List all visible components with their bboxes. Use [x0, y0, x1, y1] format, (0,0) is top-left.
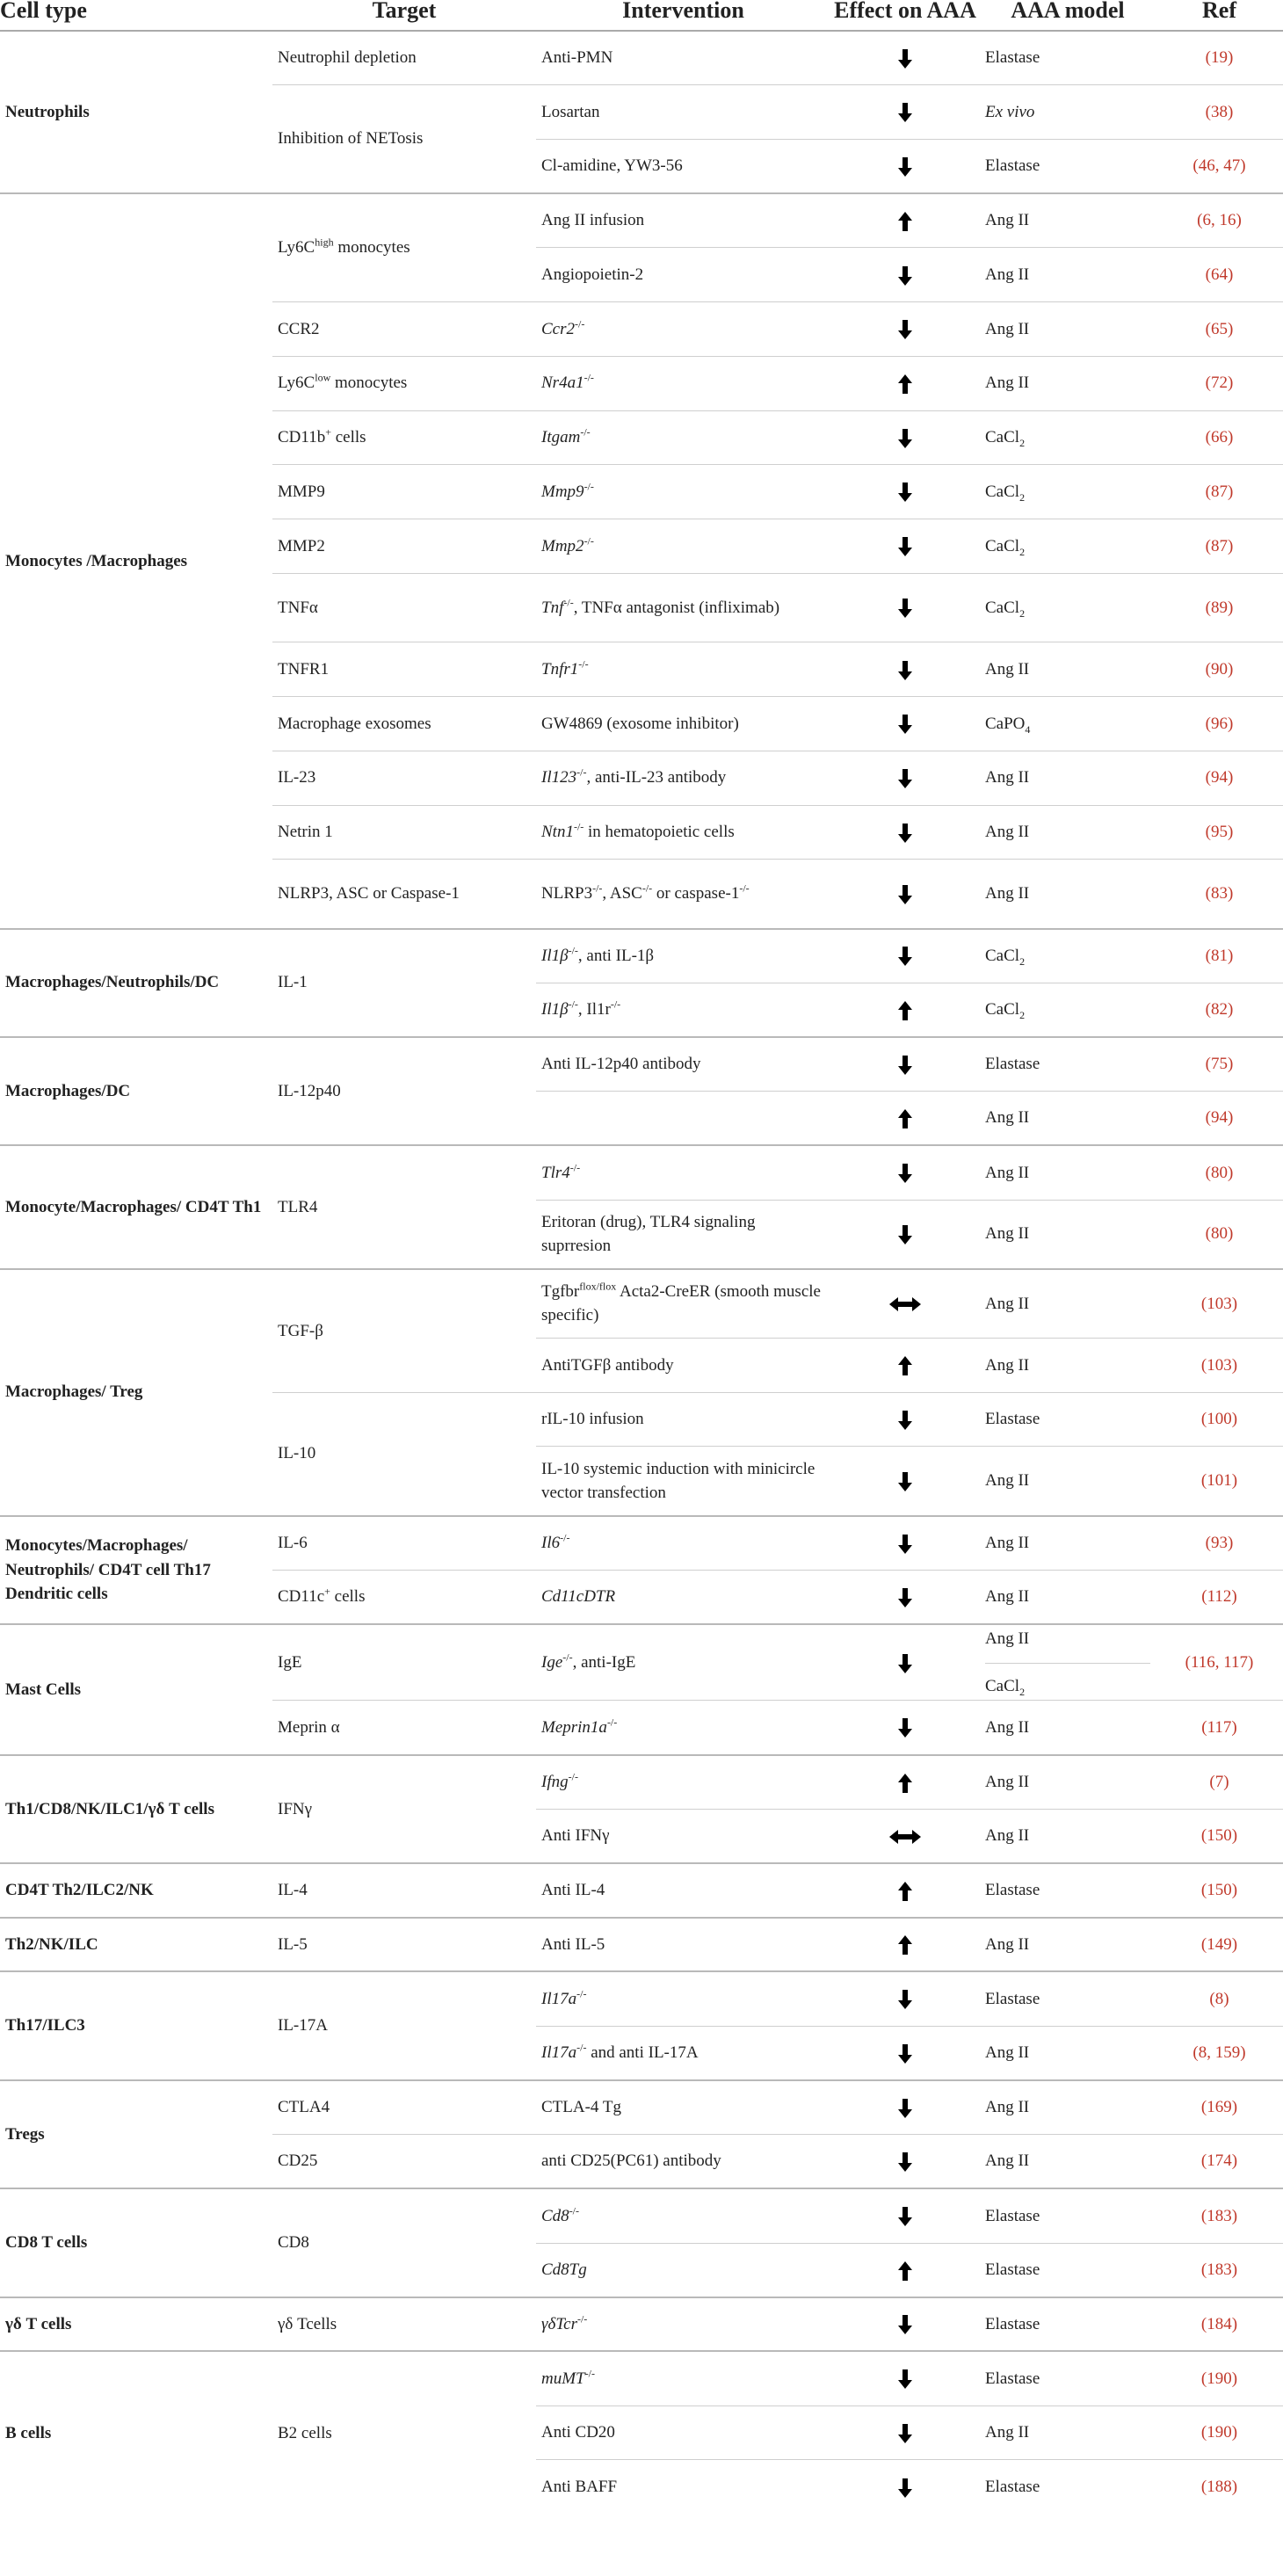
target-cell: IL-10 [272, 1392, 536, 1515]
intervention-cell: Itgam-/- [536, 410, 830, 465]
model-cell: Elastase [980, 1037, 1156, 1092]
model-cell: Ang II CaCl$_2$ [980, 1624, 1156, 1701]
effect-cell [830, 1447, 980, 1516]
reference-cell: (65) [1156, 302, 1283, 357]
reference-cell: (183) [1156, 2188, 1283, 2243]
target-cell: CTLA4 [272, 2080, 536, 2135]
effect-cell [830, 248, 980, 302]
target-cell: IgE [272, 1624, 536, 1701]
decrease-arrow-icon [898, 1654, 912, 1673]
effect-cell [830, 1200, 980, 1269]
model-cell: Elastase [980, 139, 1156, 193]
reference-cell: (6, 16) [1156, 193, 1283, 248]
target-cell: TLR4 [272, 1145, 536, 1268]
target-cell: IL-17A [272, 1971, 536, 2079]
intervention-cell: Cd8Tg [536, 2243, 830, 2297]
reference-cell: (174) [1156, 2135, 1283, 2189]
model-cell: Ang II [980, 1755, 1156, 1810]
effect-cell [830, 1809, 980, 1863]
effect-cell [830, 302, 980, 357]
reference-cell: (190) [1156, 2405, 1283, 2460]
table-row [0, 1516, 1283, 1571]
target-cell: B2 cells [272, 2351, 536, 2514]
target-cell: CD25 [272, 2135, 536, 2189]
table-row [0, 1037, 1283, 1092]
header-target: Target [272, 0, 536, 31]
reference-cell: (38) [1156, 85, 1283, 140]
decrease-arrow-icon [898, 429, 912, 448]
decrease-arrow-icon [898, 824, 912, 843]
cell-type-label: Monocyte/Macrophages/ CD4T Th1 [0, 1145, 272, 1268]
increase-arrow-icon [898, 1109, 912, 1128]
effect-cell [830, 1863, 980, 1918]
intervention-cell: Mmp2-/- [536, 519, 830, 573]
model-cell: Elastase [980, 2351, 1156, 2405]
intervention-cell: Anti BAFF [536, 2460, 830, 2514]
cell-type-label: Th17/ILC3 [0, 1971, 272, 2079]
model-cell: CaCl$_2$ [980, 983, 1156, 1037]
header-effect: Effect on AAA [830, 0, 980, 31]
target-cell: γδ Tcells [272, 2297, 536, 2352]
decrease-arrow-icon [898, 661, 912, 680]
model-cell: Ang II [980, 805, 1156, 860]
model-cell: CaCl$_2$ [980, 410, 1156, 465]
effect-cell [830, 2351, 980, 2405]
decrease-arrow-icon [898, 599, 912, 618]
effect-cell [830, 1037, 980, 1092]
target-cell: IL-6 [272, 1516, 536, 1571]
bidirectional-arrow-icon [889, 1829, 921, 1845]
model-cell: CaCl$_2$ [980, 573, 1156, 642]
effect-cell [830, 805, 980, 860]
effect-cell [830, 2026, 980, 2080]
intervention-cell: Cd11cDTR [536, 1570, 830, 1624]
reference-cell: (150) [1156, 1863, 1283, 1918]
table-row [0, 1971, 1283, 2026]
intervention-cell: Tnf-/-, TNFα antagonist (infliximab) [536, 573, 830, 642]
cell-type-label: B cells [0, 2351, 272, 2514]
decrease-arrow-icon [898, 537, 912, 556]
reference-cell: (82) [1156, 983, 1283, 1037]
reference-cell: (116, 117) [1156, 1624, 1283, 1701]
decrease-arrow-icon [898, 769, 912, 788]
table-row [0, 1145, 1283, 1200]
effect-cell [830, 519, 980, 573]
table-row [0, 1624, 1283, 1701]
target-cell: NLRP3, ASC or Caspase-1 [272, 860, 536, 929]
effect-cell [830, 2135, 980, 2189]
table-row [0, 2297, 1283, 2352]
effect-cell [830, 1971, 980, 2026]
model-cell: Ang II [980, 2026, 1156, 2080]
intervention-cell: Angiopoietin-2 [536, 248, 830, 302]
intervention-cell: Nr4a1-/- [536, 356, 830, 410]
effect-cell [830, 1145, 980, 1200]
target-cell: Inhibition of NETosis [272, 85, 536, 193]
reference-cell: (81) [1156, 929, 1283, 983]
increase-arrow-icon [898, 1882, 912, 1901]
header-ref: Ref [1156, 0, 1283, 31]
effect-cell [830, 1092, 980, 1146]
reference-cell: (96) [1156, 697, 1283, 751]
intervention-cell [536, 1092, 830, 1146]
decrease-arrow-icon [898, 2315, 912, 2334]
cell-type-label: Th1/CD8/NK/ILC1/γδ T cells [0, 1755, 272, 1863]
effect-cell [830, 1516, 980, 1571]
decrease-arrow-icon [898, 1225, 912, 1244]
decrease-arrow-icon [898, 1718, 912, 1738]
model-cell-secondary: CaCl$_2$ [985, 1663, 1150, 1699]
model-cell: CaPO$_4$ [980, 697, 1156, 751]
decrease-arrow-icon [898, 2369, 912, 2389]
reference-cell: (101) [1156, 1447, 1283, 1516]
model-cell: Ang II [980, 751, 1156, 805]
reference-cell: (150) [1156, 1809, 1283, 1863]
target-cell: TNFα [272, 573, 536, 642]
cell-type-label: Macrophages/ Treg [0, 1269, 272, 1516]
intervention-cell: Ige-/-, anti-IgE [536, 1624, 830, 1701]
model-cell: Elastase [980, 1392, 1156, 1447]
reference-cell: (75) [1156, 1037, 1283, 1092]
reference-cell: (83) [1156, 860, 1283, 929]
reference-cell: (66) [1156, 410, 1283, 465]
decrease-arrow-icon [898, 2478, 912, 2498]
reference-cell: (149) [1156, 1918, 1283, 1972]
decrease-arrow-icon [898, 2152, 912, 2172]
reference-cell: (103) [1156, 1339, 1283, 1393]
effect-cell [830, 1570, 980, 1624]
model-cell: Elastase [980, 2243, 1156, 2297]
effect-cell [830, 2188, 980, 2243]
intervention-cell: Cd8-/- [536, 2188, 830, 2243]
effect-cell [830, 929, 980, 983]
model-cell: Elastase [980, 2188, 1156, 2243]
header-intervention: Intervention [536, 0, 830, 31]
cell-type-label: Mast Cells [0, 1624, 272, 1754]
model-cell: Ang II [980, 193, 1156, 248]
reference-cell: (94) [1156, 1092, 1283, 1146]
effect-cell [830, 1269, 980, 1339]
model-cell: Ang II [980, 248, 1156, 302]
target-cell: Macrophage exosomes [272, 697, 536, 751]
table-row [0, 929, 1283, 983]
header-model: AAA model [980, 0, 1156, 31]
model-cell: Ang II [980, 1200, 1156, 1269]
decrease-arrow-icon [898, 2424, 912, 2443]
model-cell: Elastase [980, 1971, 1156, 2026]
cell-type-label: Macrophages/DC [0, 1037, 272, 1145]
intervention-cell: Anti-PMN [536, 31, 830, 85]
intervention-cell: Anti IFNγ [536, 1809, 830, 1863]
model-cell: Ang II [980, 1269, 1156, 1339]
table-row [0, 1269, 1283, 1339]
decrease-arrow-icon [898, 715, 912, 734]
model-cell: Ang II [980, 860, 1156, 929]
cell-type-label: Monocytes/Macrophages/ Neutrophils/ CD4T cell Th17 Dendritic cells [0, 1516, 272, 1624]
table-row [0, 2080, 1283, 2135]
intervention-cell: Anti CD20 [536, 2405, 830, 2460]
intervention-cell: anti CD25(PC61) antibody [536, 2135, 830, 2189]
effect-cell [830, 642, 980, 697]
target-cell: CD11b+ cells [272, 410, 536, 465]
decrease-arrow-icon [898, 103, 912, 122]
model-cell: Ang II [980, 356, 1156, 410]
table-row [0, 1918, 1283, 1972]
intervention-cell: Il6-/- [536, 1516, 830, 1571]
reference-cell: (64) [1156, 248, 1283, 302]
cell-type-label: CD8 T cells [0, 2188, 272, 2297]
intervention-cell: γδTcr-/- [536, 2297, 830, 2352]
model-cell: Ang II [980, 1092, 1156, 1146]
reference-cell: (190) [1156, 2351, 1283, 2405]
table-row [0, 31, 1283, 85]
model-cell: Ang II [980, 2405, 1156, 2460]
target-cell: CD8 [272, 2188, 536, 2297]
effect-cell [830, 1624, 980, 1701]
intervention-cell: Il1β-/-, Il1r-/- [536, 983, 830, 1037]
decrease-arrow-icon [898, 483, 912, 502]
intervention-cell: Ccr2-/- [536, 302, 830, 357]
decrease-arrow-icon [898, 2099, 912, 2118]
reference-cell: (87) [1156, 519, 1283, 573]
cell-type-label: Tregs [0, 2080, 272, 2188]
reference-cell: (188) [1156, 2460, 1283, 2514]
target-cell: Neutrophil depletion [272, 31, 536, 85]
reference-cell: (93) [1156, 1516, 1283, 1571]
model-cell: Ang II [980, 1701, 1156, 1755]
model-cell: Ang II [980, 642, 1156, 697]
model-cell: Ang II [980, 302, 1156, 357]
reference-cell: (94) [1156, 751, 1283, 805]
effect-cell [830, 193, 980, 248]
reference-cell: (8, 159) [1156, 2026, 1283, 2080]
model-cell: Elastase [980, 2460, 1156, 2514]
intervention-cell: Anti IL-12p40 antibody [536, 1037, 830, 1092]
effect-cell [830, 356, 980, 410]
model-cell: Elastase [980, 2297, 1156, 2352]
decrease-arrow-icon [898, 1535, 912, 1554]
reference-cell: (80) [1156, 1200, 1283, 1269]
intervention-cell: Cl-amidine, YW3-56 [536, 139, 830, 193]
cell-type-label: Macrophages/Neutrophils/DC [0, 929, 272, 1037]
reference-cell: (184) [1156, 2297, 1283, 2352]
target-cell: Netrin 1 [272, 805, 536, 860]
reference-cell: (89) [1156, 573, 1283, 642]
intervention-cell: NLRP3-/-, ASC-/- or caspase-1-/- [536, 860, 830, 929]
header-row [0, 0, 1283, 31]
reference-cell: (95) [1156, 805, 1283, 860]
intervention-cell: Il123-/-, anti-IL-23 antibody [536, 751, 830, 805]
intervention-cell: Mmp9-/- [536, 465, 830, 519]
decrease-arrow-icon [898, 266, 912, 286]
effect-cell [830, 983, 980, 1037]
decrease-arrow-icon [898, 1990, 912, 2009]
model-cell: Ang II [980, 1145, 1156, 1200]
effect-cell [830, 1755, 980, 1810]
header-cell-type: Cell type [0, 0, 272, 31]
effect-cell [830, 2080, 980, 2135]
intervention-cell: Anti IL-4 [536, 1863, 830, 1918]
target-cell: MMP2 [272, 519, 536, 573]
cell-type-label: Neutrophils [0, 31, 272, 193]
model-cell: Ang II [980, 1570, 1156, 1624]
intervention-cell: GW4869 (exosome inhibitor) [536, 697, 830, 751]
table-row [0, 1755, 1283, 1810]
increase-arrow-icon [898, 374, 912, 394]
intervention-cell: Tnfr1-/- [536, 642, 830, 697]
increase-arrow-icon [898, 1774, 912, 1793]
effect-cell [830, 751, 980, 805]
reference-cell: (183) [1156, 2243, 1283, 2297]
target-cell: CCR2 [272, 302, 536, 357]
model-cell: Elastase [980, 31, 1156, 85]
target-cell: MMP9 [272, 465, 536, 519]
target-cell: IL-12p40 [272, 1037, 536, 1145]
effect-cell [830, 31, 980, 85]
decrease-arrow-icon [898, 1472, 912, 1491]
reference-cell: (87) [1156, 465, 1283, 519]
effect-cell [830, 410, 980, 465]
reference-cell: (100) [1156, 1392, 1283, 1447]
target-cell: TNFR1 [272, 642, 536, 697]
cell-type-label: CD4T Th2/ILC2/NK [0, 1863, 272, 1918]
model-cell: CaCl$_2$ [980, 929, 1156, 983]
effect-cell [830, 1392, 980, 1447]
target-cell: $Ly6C^{high}$ monocytes [272, 193, 536, 301]
table-row [0, 2351, 1283, 2405]
model-cell: Ang II [980, 1516, 1156, 1571]
effect-cell [830, 2297, 980, 2352]
decrease-arrow-icon [898, 157, 912, 177]
increase-arrow-icon [898, 212, 912, 231]
decrease-arrow-icon [898, 2207, 912, 2226]
decrease-arrow-icon [898, 2044, 912, 2064]
intervention-cell: Losartan [536, 85, 830, 140]
intervention-cell: Tgfbr$^{flox/flox}$ Acta2-CreER (smooth muscle specific) [536, 1269, 830, 1339]
model-cell: Ang II [980, 2080, 1156, 2135]
intervention-cell: rIL-10 infusion [536, 1392, 830, 1447]
intervention-cell: Eritoran (drug), TLR4 signaling suprresion [536, 1200, 830, 1269]
model-cell: Ex vivo [980, 85, 1156, 140]
cell-type-label: γδ T cells [0, 2297, 272, 2352]
decrease-arrow-icon [898, 320, 912, 339]
effect-cell [830, 860, 980, 929]
model-cell: Ang II [980, 1809, 1156, 1863]
table-row [0, 1863, 1283, 1918]
intervention-cell: Ang II infusion [536, 193, 830, 248]
model-cell: Ang II [980, 1918, 1156, 1972]
table-row [0, 193, 1283, 248]
intervention-cell: Il17a-/- [536, 1971, 830, 2026]
intervention-cell: AntiTGFβ antibody [536, 1339, 830, 1393]
target-cell: $Ly6C^{low}$ monocytes [272, 356, 536, 410]
model-cell: Ang II [980, 1339, 1156, 1393]
model-cell: Ang II [980, 2135, 1156, 2189]
model-cell: CaCl$_2$ [980, 465, 1156, 519]
intervention-cell: Il1β-/-, anti IL-1β [536, 929, 830, 983]
effect-cell [830, 573, 980, 642]
intervention-cell: Ifng-/- [536, 1755, 830, 1810]
decrease-arrow-icon [898, 1411, 912, 1430]
effect-cell [830, 1701, 980, 1755]
bidirectional-arrow-icon [889, 1296, 921, 1312]
intervention-cell: Tlr4-/- [536, 1145, 830, 1200]
increase-arrow-icon [898, 1935, 912, 1955]
target-cell: IL-4 [272, 1863, 536, 1918]
intervention-cell: Ntn1-/- in hematopoietic cells [536, 805, 830, 860]
increase-arrow-icon [898, 1356, 912, 1375]
reference-cell: (46, 47) [1156, 139, 1283, 193]
reference-cell: (112) [1156, 1570, 1283, 1624]
intervention-cell: IL-10 systemic induction with minicircle vector transfection [536, 1447, 830, 1516]
model-cell: Elastase [980, 1863, 1156, 1918]
effect-cell [830, 465, 980, 519]
intervention-cell: Il17a-/- and anti IL-17A [536, 2026, 830, 2080]
reference-cell: (19) [1156, 31, 1283, 85]
effect-cell [830, 1918, 980, 1972]
cell-type-label: Th2/NK/ILC [0, 1918, 272, 1972]
table-body [0, 31, 1283, 2514]
target-cell: IFNγ [272, 1755, 536, 1863]
effect-cell [830, 697, 980, 751]
intervention-cell: Anti IL-5 [536, 1918, 830, 1972]
target-cell: IL-5 [272, 1918, 536, 1972]
target-cell: IL-23 [272, 751, 536, 805]
decrease-arrow-icon [898, 1056, 912, 1075]
intervention-cell: Meprin1a-/- [536, 1701, 830, 1755]
increase-arrow-icon [898, 1001, 912, 1020]
reference-cell: (72) [1156, 356, 1283, 410]
cell-type-label: Monocytes /Macrophages [0, 193, 272, 928]
reference-cell: (169) [1156, 2080, 1283, 2135]
target-cell: IL-1 [272, 929, 536, 1037]
effect-cell [830, 1339, 980, 1393]
intervention-cell: CTLA-4 Tg [536, 2080, 830, 2135]
decrease-arrow-icon [898, 1588, 912, 1607]
effect-cell [830, 2243, 980, 2297]
target-cell: Meprin α [272, 1701, 536, 1755]
effect-cell [830, 2405, 980, 2460]
reference-cell: (90) [1156, 642, 1283, 697]
increase-arrow-icon [898, 2261, 912, 2281]
reference-cell: (117) [1156, 1701, 1283, 1755]
effect-cell [830, 85, 980, 140]
effect-cell [830, 2460, 980, 2514]
effect-cell [830, 139, 980, 193]
decrease-arrow-icon [898, 885, 912, 904]
decrease-arrow-icon [898, 49, 912, 69]
target-cell: CD11c+ cells [272, 1570, 536, 1624]
reference-cell: (8) [1156, 1971, 1283, 2026]
reference-cell: (103) [1156, 1269, 1283, 1339]
target-cell: TGF-β [272, 1269, 536, 1392]
reference-cell: (7) [1156, 1755, 1283, 1810]
model-cell: CaCl$_2$ [980, 519, 1156, 573]
reference-cell: (80) [1156, 1145, 1283, 1200]
table-row [0, 2188, 1283, 2243]
intervention-cell: muMT-/- [536, 2351, 830, 2405]
decrease-arrow-icon [898, 947, 912, 966]
decrease-arrow-icon [898, 1164, 912, 1183]
model-cell: Ang II [980, 1447, 1156, 1516]
